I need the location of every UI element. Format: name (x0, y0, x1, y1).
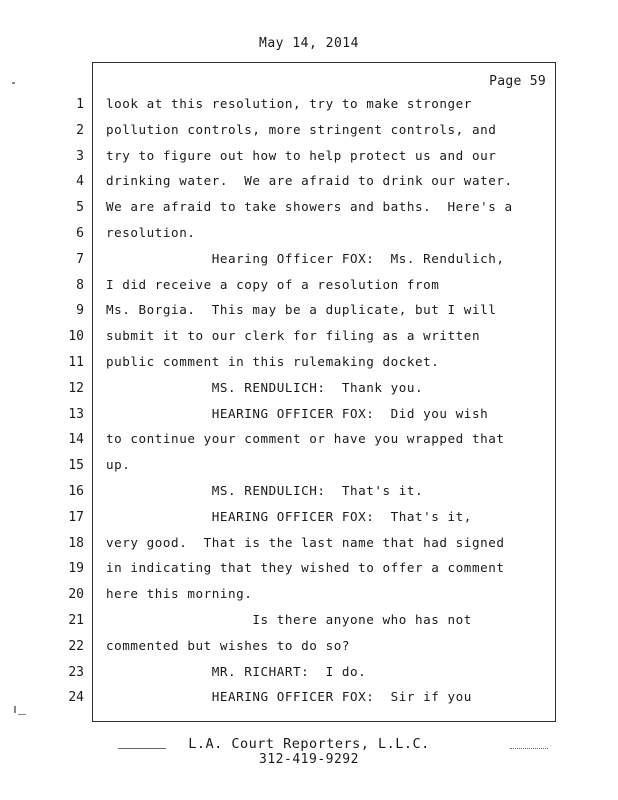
transcript-line: commented but wishes to do so? (106, 638, 350, 653)
scan-speck (18, 714, 26, 715)
line-number: 10 (68, 329, 84, 344)
line-number: 20 (68, 587, 84, 602)
transcript-line: We are afraid to take showers and baths. Here's a (106, 199, 513, 214)
transcript-line: resolution. (106, 225, 196, 240)
transcript-line: HEARING OFFICER FOX: That's it, (106, 509, 472, 524)
transcript-line: MS. RENDULICH: Thank you. (106, 380, 424, 395)
transcript-line: to continue your comment or have you wrapped that (106, 431, 505, 446)
transcript-date: May 14, 2014 (259, 36, 359, 51)
court-reporter-phone: 312-419-9292 (259, 752, 359, 767)
line-number: 4 (76, 174, 84, 189)
court-reporter-name: L.A. Court Reporters, L.L.C. (188, 736, 430, 752)
scan-speck (14, 706, 16, 713)
transcript-line: here this morning. (106, 586, 253, 601)
transcript-line: MS. RENDULICH: That's it. (106, 483, 424, 498)
transcript-line: MR. RICHART: I do. (106, 664, 367, 679)
line-number: 5 (76, 200, 84, 215)
line-number: 24 (68, 690, 84, 705)
transcript-line: pollution controls, more stringent controls, and (106, 122, 497, 137)
line-number: 6 (76, 226, 84, 241)
line-number: 3 (76, 149, 84, 164)
line-number: 16 (68, 484, 84, 499)
transcript-line: up. (106, 457, 131, 472)
transcript-line: look at this resolution, try to make stronger (106, 96, 472, 111)
line-number: 22 (68, 639, 84, 654)
line-number: 9 (76, 303, 84, 318)
line-number: 7 (76, 252, 84, 267)
line-number: 13 (68, 407, 84, 422)
transcript-line: Hearing Officer FOX: Ms. Rendulich, (106, 251, 505, 266)
line-number: 19 (68, 561, 84, 576)
transcript-line: submit it to our clerk for filing as a written (106, 328, 481, 343)
line-number: 14 (68, 432, 84, 447)
line-number: 18 (68, 536, 84, 551)
line-number: 17 (68, 510, 84, 525)
transcript-line: HEARING OFFICER FOX: Sir if you (106, 689, 472, 704)
transcript-line: Ms. Borgia. This may be a duplicate, but I will (106, 302, 497, 317)
line-number: 12 (68, 381, 84, 396)
transcript-line: public comment in this rulemaking docket. (106, 354, 440, 369)
line-number: 11 (68, 355, 84, 370)
page-number: Page 59 (489, 74, 546, 89)
line-number: 23 (68, 665, 84, 680)
scan-speck (12, 82, 15, 84)
line-number: 2 (76, 123, 84, 138)
transcript-line: I did receive a copy of a resolution from (106, 277, 440, 292)
transcript-line: drinking water. We are afraid to drink our water. (106, 173, 513, 188)
transcript-line: Is there anyone who has not (106, 612, 472, 627)
line-number: 15 (68, 458, 84, 473)
transcript-line: in indicating that they wished to offer a comment (106, 560, 505, 575)
line-number: 1 (76, 97, 84, 112)
transcript-line: HEARING OFFICER FOX: Did you wish (106, 406, 489, 421)
transcript-line: try to figure out how to help protect us and our (106, 148, 497, 163)
line-number: 8 (76, 278, 84, 293)
line-number: 21 (68, 613, 84, 628)
transcript-line: very good. That is the last name that had signed (106, 535, 505, 550)
